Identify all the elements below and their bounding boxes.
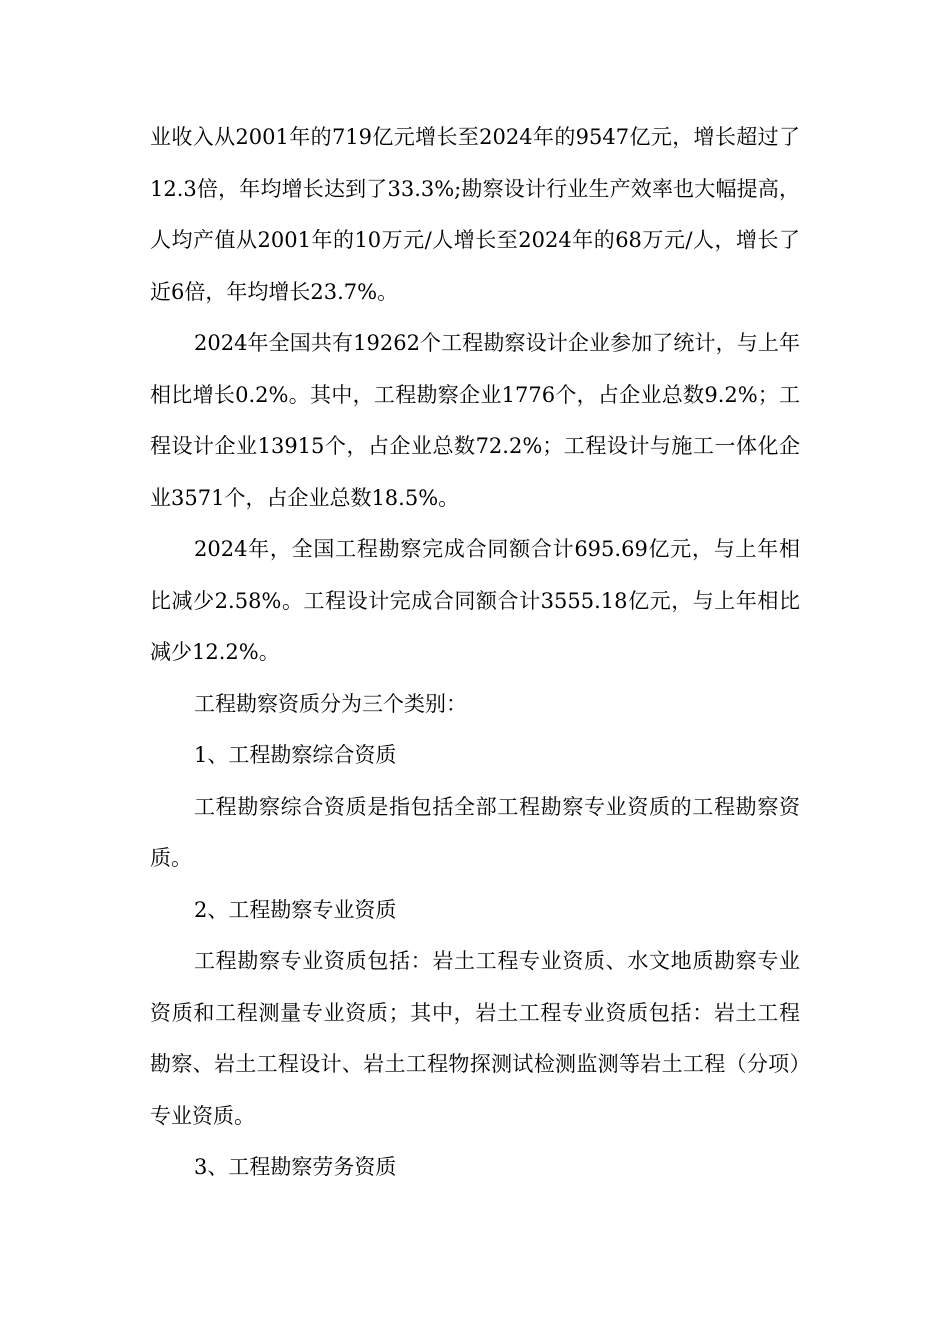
paragraph-qualification-categories-intro: 工程勘察资质分为三个类别： — [194, 691, 467, 716]
heading-professional-qualification: 2、工程勘察专业资质 — [194, 897, 397, 922]
paragraph-professional-qualification: 工程勘察专业资质包括：岩土工程专业资质、水文地质勘察专业资质和工程测量专业资质；其中，岩土工程专业资质包括：岩土工程勘察、岩土工程设计、岩土工程物探测试检测监测等岩土工程（分项）专业资质。 — [150, 949, 800, 1128]
paragraph-revenue-growth: 业收入从2001年的719亿元增长至2024年的9547亿元，增长超过了12.3倍，年均增长达到了33.3%;勘察设计行业生产效率也大幅提高，人均产值从2001年的10万元/人增长至2024年的68万元/人，增长了近6倍，年均增长23.7%。 — [150, 125, 800, 304]
paragraph-enterprise-statistics: 2024年全国共有19262个工程勘察设计企业参加了统计，与上年相比增长0.2%。其中，工程勘察企业1776个，占企业总数9.2%；工程设计企业13915个，占企业总数72.2%；工程设计与施工一体化企业3571个，占企业总数18.5%。 — [150, 331, 800, 510]
heading-labor-qualification: 3、工程勘察劳务资质 — [194, 1155, 397, 1179]
paragraph-contract-amounts: 2024年，全国工程勘察完成合同额合计695.69亿元，与上年相比减少2.58%。工程设计完成合同额合计3555.18亿元，与上年相比减少12.2%。 — [150, 537, 800, 664]
paragraph-comprehensive-qualification: 工程勘察综合资质是指包括全部工程勘察专业资质的工程勘察资质。 — [150, 794, 800, 870]
heading-comprehensive-qualification: 1、工程勘察综合资质 — [194, 743, 397, 767]
document-body — [150, 112, 800, 1194]
